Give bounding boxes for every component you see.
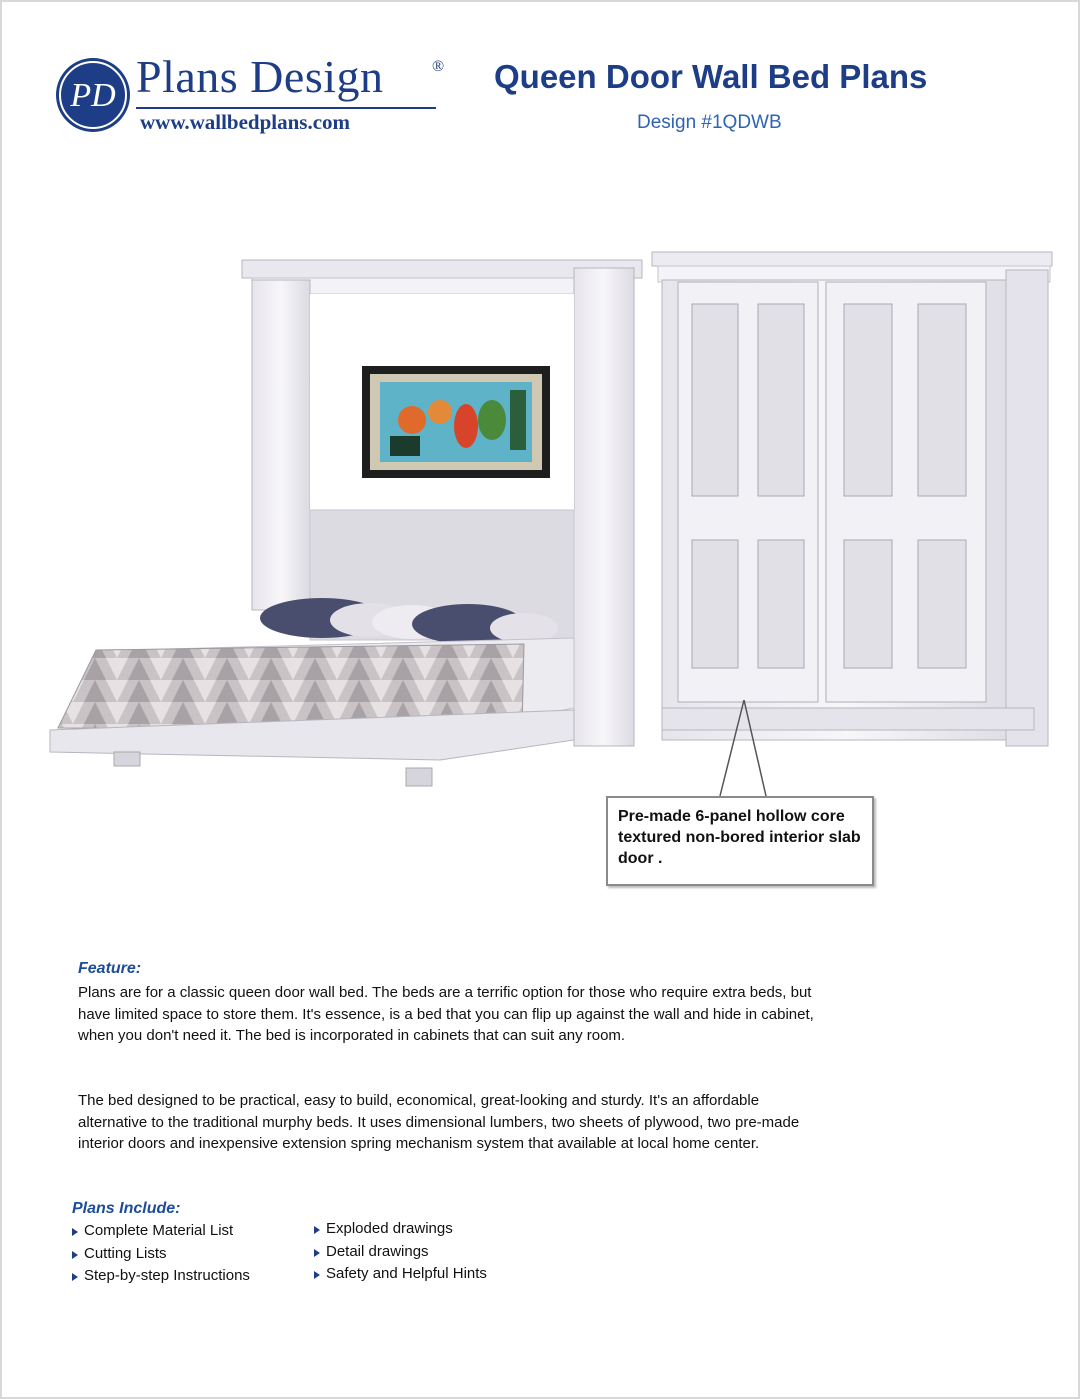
door-callout: Pre-made 6-panel hollow core textured non-bored interior slab door . — [606, 796, 874, 886]
plans-include-list-right — [314, 1218, 487, 1286]
wall-bed-illustration — [40, 240, 1060, 800]
logo-rule — [136, 107, 436, 109]
list-item: Cutting Lists — [72, 1243, 250, 1266]
svg-text:PD: PD — [70, 77, 116, 114]
registered-mark: ® — [432, 58, 445, 75]
document-title: Queen Door Wall Bed Plans — [494, 58, 928, 95]
list-item: Complete Material List — [72, 1220, 250, 1243]
brand-name: Plans Design — [136, 51, 384, 102]
plans-include-heading: Plans Include: — [72, 1200, 181, 1217]
feature-paragraph-2: The bed designed to be practical, easy to build, economical, great-looking and sturdy. It's an affordable alternative to the traditional murphy beds. It uses dimensional lumbers, two sheets of plywood, two pre-made interior doors and inexpensive extension spring mechanism system that available at local home center. — [78, 1092, 800, 1152]
logo-emblem — [56, 58, 130, 132]
website-url: www.wallbedplans.com — [140, 110, 351, 134]
list-item: Exploded drawings — [314, 1218, 487, 1241]
list-item: Step-by-step Instructions — [72, 1265, 250, 1288]
feature-heading: Feature: — [78, 960, 142, 977]
design-number: Design #1QDWB — [637, 112, 782, 133]
feature-paragraph-1: Plans are for a classic queen door wall bed. The beds are a terrific option for those who require extra beds, but have limited space to store them. It's essence, is a bed that you can flip up against the wall and hide in cabinet, when you don't need it. The bed is incorporated in cabinets that can suit any room. — [78, 984, 814, 1044]
list-item: Safety and Helpful Hints — [314, 1263, 487, 1286]
plans-include-list-left — [72, 1220, 250, 1288]
closed-door-cabinet — [652, 252, 1052, 746]
list-item: Detail drawings — [314, 1241, 487, 1264]
logo-monogram-icon — [56, 58, 130, 132]
open-wall-bed-cabinet — [50, 260, 642, 786]
